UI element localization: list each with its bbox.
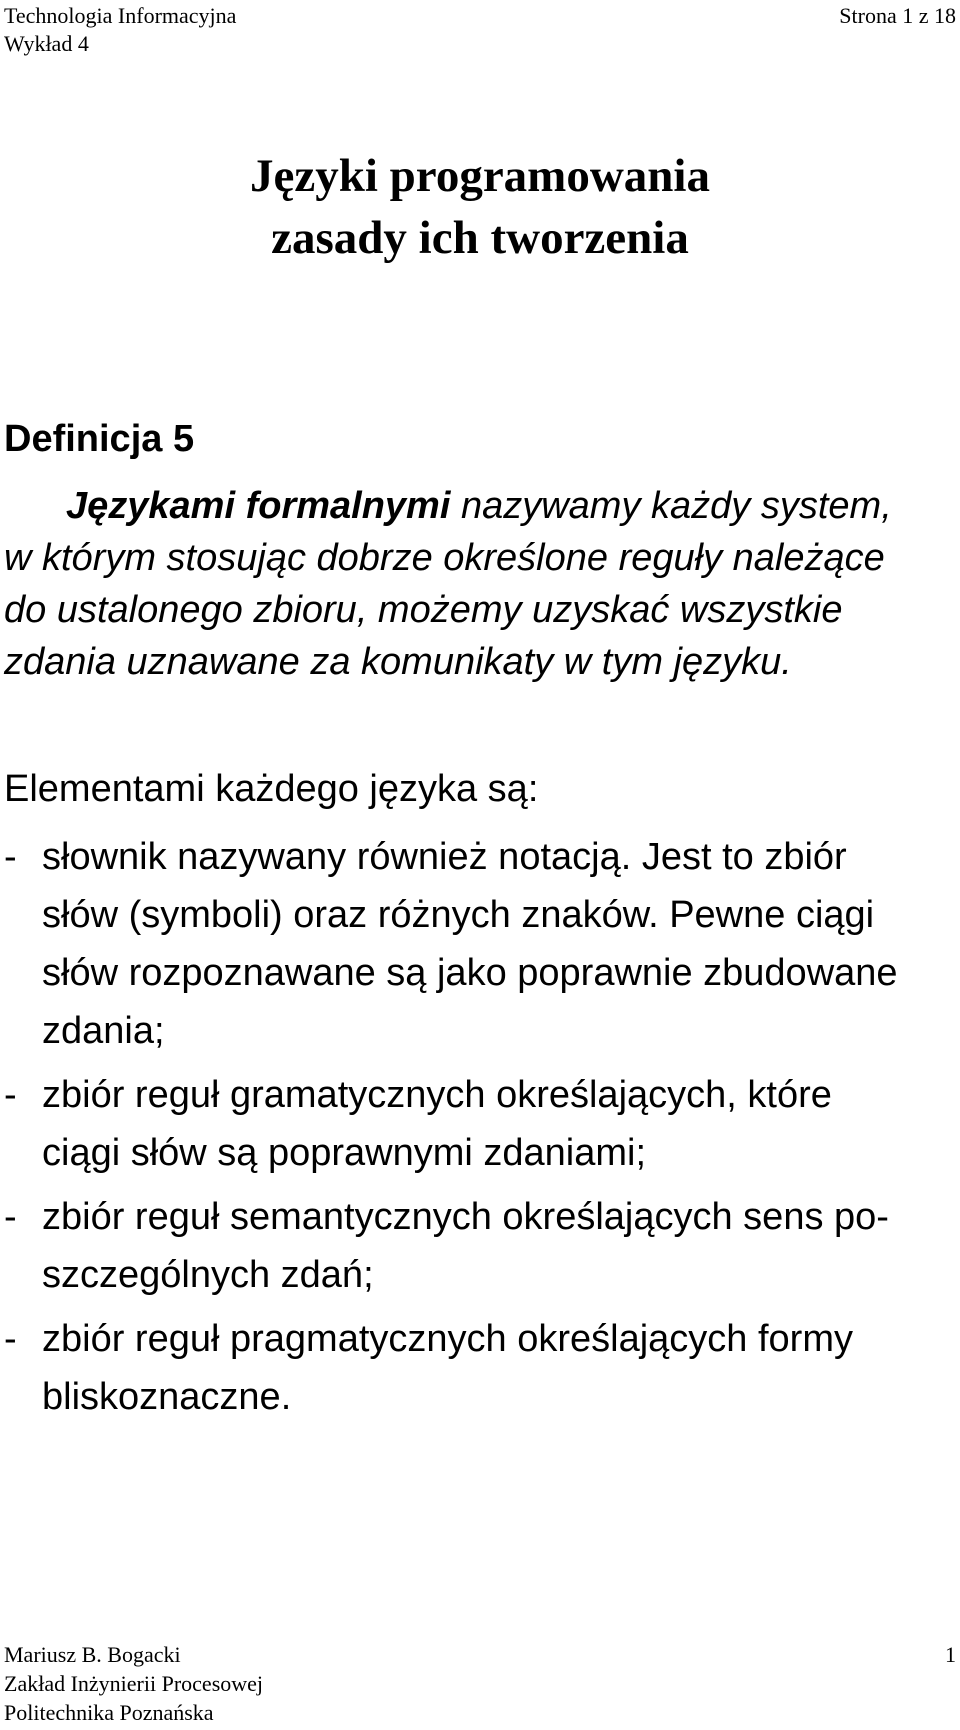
document-title bbox=[0, 145, 960, 269]
list-dash: - bbox=[4, 1318, 17, 1360]
title-line-2: zasady ich tworzenia bbox=[271, 212, 689, 264]
department-name: Zakład Inżynierii Procesowej bbox=[4, 1671, 264, 1696]
list-item-line: ciągi słów są poprawnymi zdaniami; bbox=[42, 1132, 647, 1174]
list-item-line: zbiór reguł gramatycznych określających, które bbox=[42, 1074, 832, 1116]
list-item bbox=[4, 828, 956, 1060]
page-footer-left bbox=[4, 1640, 263, 1727]
title-line-1: Języki programowania bbox=[250, 150, 710, 202]
list-item-line: zbiór reguł pragmatycznych określających formy bbox=[42, 1318, 853, 1360]
university-name: Politechnika Poznańska bbox=[4, 1700, 214, 1725]
list-item-line: zbiór reguł semantycznych określających sens po- bbox=[42, 1196, 889, 1238]
definition-line-1-rest: nazywamy każdy system, bbox=[450, 485, 892, 527]
definition-text bbox=[4, 480, 954, 688]
list-item bbox=[4, 1188, 956, 1304]
definition-line-2: w którym stosując dobrze określone reguły należące bbox=[4, 537, 885, 579]
course-name: Technologia Informacyjna bbox=[4, 3, 237, 28]
list-item-line: szczególnych zdań; bbox=[42, 1254, 374, 1296]
elements-list bbox=[4, 828, 956, 1432]
list-dash: - bbox=[4, 1074, 17, 1116]
list-item-line: słów (symboli) oraz różnych znaków. Pewne ciągi bbox=[42, 894, 875, 936]
list-item-line: zdania; bbox=[42, 1010, 165, 1052]
list-item bbox=[4, 1066, 956, 1182]
list-item bbox=[4, 1310, 956, 1426]
list-item-line: słów rozpoznawane są jako poprawnie zbudowane bbox=[42, 952, 898, 994]
lecture-number: Wykład 4 bbox=[4, 31, 89, 56]
page-indicator: Strona 1 z 18 bbox=[839, 3, 956, 28]
page-number: 1 bbox=[945, 1642, 956, 1667]
list-item-line: słownik nazywany również notacją. Jest to zbiór bbox=[42, 836, 847, 878]
definition-line-3: do ustalonego zbioru, możemy uzyskać wszystkie bbox=[4, 589, 843, 631]
list-item-line: bliskoznaczne. bbox=[42, 1376, 292, 1418]
list-dash: - bbox=[4, 836, 17, 878]
elements-intro: Elementami każdego języka są: bbox=[4, 768, 539, 810]
list-dash: - bbox=[4, 1196, 17, 1238]
definition-heading: Definicja 5 bbox=[4, 418, 195, 460]
definition-line-1 bbox=[4, 480, 954, 532]
page-header-left bbox=[4, 2, 236, 58]
author-name: Mariusz B. Bogacki bbox=[4, 1642, 181, 1667]
definition-term: Językami formalnymi bbox=[66, 485, 451, 527]
definition-line-4: zdania uznawane za komunikaty w tym języku. bbox=[4, 641, 792, 683]
